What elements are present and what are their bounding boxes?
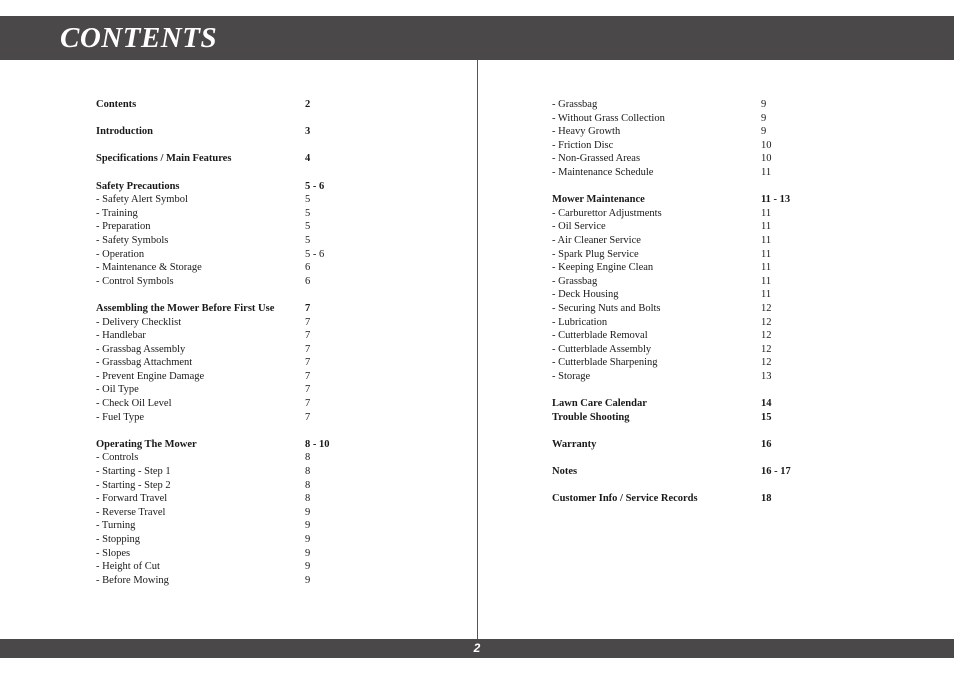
toc-entry-page: 12 <box>761 302 772 314</box>
toc-entry-label: - Operation <box>96 248 145 260</box>
toc-entry-page: 8 <box>305 479 311 491</box>
toc-entry-label: Contents <box>96 99 137 110</box>
toc-entry-page: 3 <box>305 126 311 138</box>
toc-entry-page: 13 <box>761 370 772 382</box>
toc-entry-label: - Before Mowing <box>96 574 169 586</box>
toc-entry-label: - Fuel Type <box>96 411 145 423</box>
toc-entry-label: - Spark Plug Service <box>552 248 639 260</box>
toc-entry-page: 11 <box>761 262 772 274</box>
page-title: CONTENTS <box>60 22 218 54</box>
toc-entry-label: - Starting - Step 2 <box>96 479 171 491</box>
toc-entry-page: 11 <box>761 275 772 287</box>
toc-entry-label: - Stopping <box>96 534 141 545</box>
toc-entry-page: 5 <box>305 234 311 246</box>
toc-entry-label: - Height of Cut <box>96 561 160 573</box>
toc-entry-label: - Oil Type <box>96 384 139 396</box>
toc-entry-label: - Maintenance & Storage <box>96 262 202 274</box>
toc-entry-page: 8 - 10 <box>305 438 330 450</box>
toc-entry-page: 8 <box>305 493 311 505</box>
toc-entry-page: 11 <box>761 221 772 233</box>
toc-entry-page: 6 <box>305 275 311 287</box>
toc-entry-label: - Maintenance Schedule <box>552 166 654 178</box>
toc-entry-page: 9 <box>761 99 767 110</box>
toc-entry-label: - Cutterblade Removal <box>552 330 648 342</box>
toc-entry-page: 12 <box>761 316 772 328</box>
toc-entry-page: 15 <box>761 411 772 423</box>
toc-entry-label: - Delivery Checklist <box>96 316 182 328</box>
header-bar <box>0 16 954 60</box>
toc-entry-label: - Slopes <box>96 547 131 559</box>
toc-entry-page: 9 <box>305 520 311 532</box>
toc-entry-page: 5 - 6 <box>305 248 325 260</box>
toc-entry-label: Lawn Care Calendar <box>552 398 647 410</box>
toc-entry-label: - Oil Service <box>552 221 606 233</box>
toc-entry-label: - Starting - Step 1 <box>96 466 171 478</box>
toc-entry-label: - Grassbag <box>552 275 598 287</box>
toc-entry-label: Safety Precautions <box>96 180 180 192</box>
toc-entry-label: - Prevent Engine Damage <box>96 370 205 382</box>
toc-entry-page: 11 <box>761 166 772 178</box>
toc-entry-page: 7 <box>305 384 311 396</box>
toc-entry-page: 7 <box>305 343 311 355</box>
toc-entry-label: Introduction <box>96 126 153 138</box>
toc-entry-label: - Grassbag <box>552 99 598 110</box>
toc-entry-page: 14 <box>761 398 772 410</box>
toc-entry-page: 11 <box>761 289 772 301</box>
toc-entry-label: Notes <box>552 466 578 478</box>
toc-entry-label: - Safety Alert Symbol <box>96 194 188 206</box>
toc-entry-page: 6 <box>305 262 311 274</box>
toc-entry-page: 9 <box>305 506 311 518</box>
toc-entry-label: Mower Maintenance <box>552 194 645 206</box>
toc-entry-label: Customer Info / Service Records <box>552 493 698 505</box>
footer-bar <box>0 639 954 658</box>
toc-entry-page: 9 <box>761 126 767 138</box>
toc-entry-label: - Cutterblade Sharpening <box>552 357 658 369</box>
toc-entry-label: - Deck Housing <box>552 289 619 301</box>
toc-entry-label: - Control Symbols <box>96 275 174 287</box>
toc-entry-label: - Heavy Growth <box>552 126 621 138</box>
toc-entry-label: - Controls <box>96 452 139 464</box>
toc-entry-page: 9 <box>305 574 311 586</box>
toc-entry-label: Trouble Shooting <box>552 411 630 423</box>
toc-entry-label: - Turning <box>96 520 136 532</box>
toc-entry-page: 9 <box>305 534 311 545</box>
toc-entry-label: Assembling the Mower Before First Use <box>96 302 275 314</box>
footer-page-number: 2 <box>473 641 481 655</box>
toc-entry-page: 7 <box>305 330 311 342</box>
toc-entry-page: 11 <box>761 207 772 219</box>
column-divider <box>477 60 478 639</box>
toc-entry-page: 9 <box>305 561 311 573</box>
toc-entry-page: 18 <box>761 493 772 505</box>
toc-entry-page: 12 <box>761 330 772 342</box>
toc-entry-page: 16 - 17 <box>761 466 791 478</box>
toc-entry-label: - Lubrication <box>552 316 608 328</box>
toc-entry-page: 2 <box>305 99 311 110</box>
toc-entry-label: Operating The Mower <box>96 438 197 450</box>
toc-entry-label: - Training <box>96 207 138 219</box>
toc-entry-label: - Safety Symbols <box>96 234 169 246</box>
toc-entry-label: - Keeping Engine Clean <box>552 262 654 274</box>
toc-entry-label: - Forward Travel <box>96 493 168 505</box>
toc-entry-page: 11 - 13 <box>761 194 791 206</box>
toc-entry-page: 5 - 6 <box>305 180 325 192</box>
toc-entry-page: 5 <box>305 194 311 206</box>
toc-entry-label: - Without Grass Collection <box>552 112 665 124</box>
toc-entry-label: Warranty <box>552 438 597 450</box>
toc-entry-label: - Storage <box>552 370 591 382</box>
toc-entry-page: 7 <box>305 398 311 410</box>
toc-entry-label: - Non-Grassed Areas <box>552 153 641 165</box>
toc-entry-page: 7 <box>305 302 311 314</box>
toc-entry-page: 7 <box>305 357 311 369</box>
toc-entry-label: - Handlebar <box>96 330 146 342</box>
toc-entry-label: - Grassbag Attachment <box>96 357 193 369</box>
toc-entry-page: 12 <box>761 357 772 369</box>
toc-entry-page: 10 <box>761 153 772 165</box>
toc-entry-label: - Cutterblade Assembly <box>552 343 652 355</box>
toc-entry-page: 11 <box>761 234 772 246</box>
toc-entry-label: - Friction Disc <box>552 139 614 151</box>
toc-entry-page: 10 <box>761 139 772 151</box>
toc-entry-label: - Check Oil Level <box>96 398 172 410</box>
toc-entry-page: 8 <box>305 452 311 464</box>
toc-entry-label: - Preparation <box>96 221 151 233</box>
toc-entry-page: 7 <box>305 411 311 423</box>
toc-entry-label: - Reverse Travel <box>96 506 166 518</box>
toc-entry-label: - Air Cleaner Service <box>552 234 641 246</box>
toc-entry-page: 11 <box>761 248 772 260</box>
toc-entry-page: 4 <box>305 153 311 165</box>
toc-entry-page: 7 <box>305 370 311 382</box>
toc-entry-label: - Carburettor Adjustments <box>552 207 662 219</box>
toc-entry-page: 9 <box>761 112 767 124</box>
toc-entry-page: 5 <box>305 221 311 233</box>
toc-entry-page: 7 <box>305 316 311 328</box>
toc-entry-page: 9 <box>305 547 311 559</box>
toc-entry-page: 12 <box>761 343 772 355</box>
toc-entry-label: Specifications / Main Features <box>96 153 232 165</box>
toc-entry-page: 5 <box>305 207 311 219</box>
toc-entry-label: - Securing Nuts and Bolts <box>552 302 661 314</box>
toc-entry-label: - Grassbag Assembly <box>96 343 186 355</box>
toc-entry-page: 8 <box>305 466 311 478</box>
toc-entry-page: 16 <box>761 438 772 450</box>
